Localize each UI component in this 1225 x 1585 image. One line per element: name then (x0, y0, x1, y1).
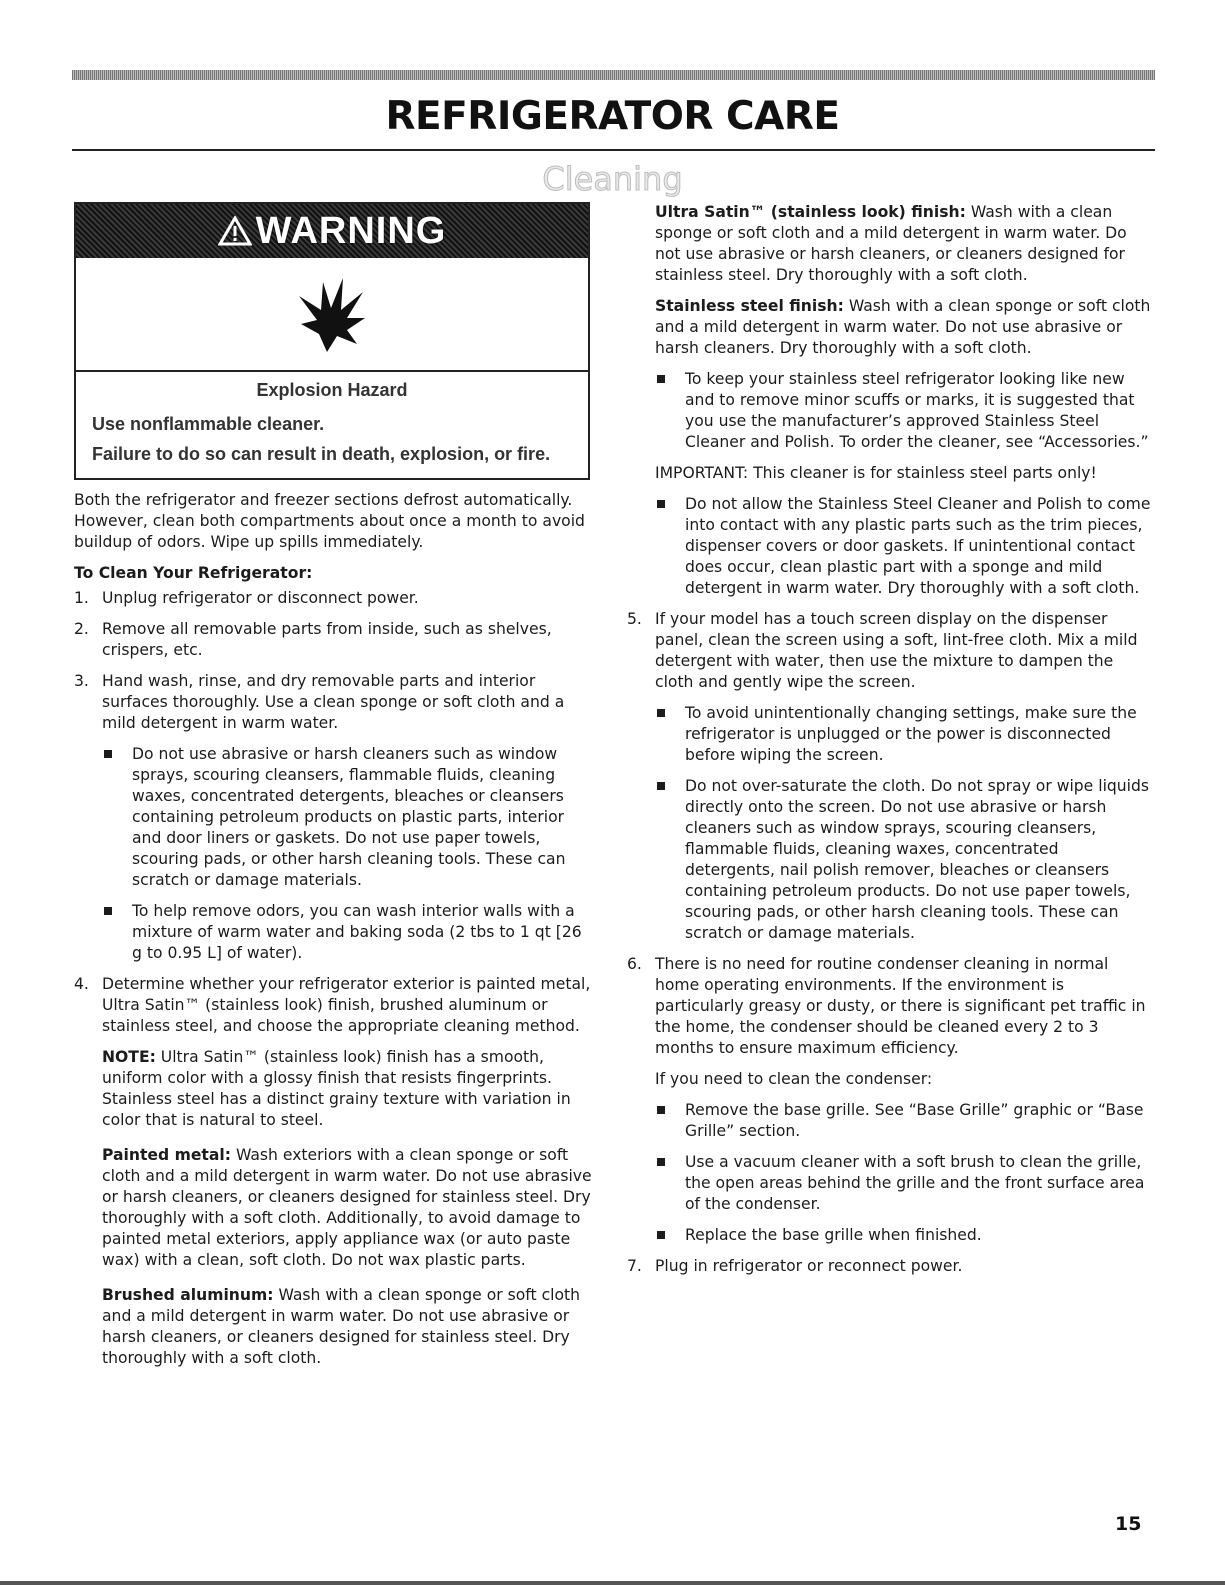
step-2: 2. Remove all removable parts from inside, such as shelves, crispers, etc. (74, 620, 552, 659)
bullet-icon (657, 709, 665, 717)
page-number: 15 (1115, 1513, 1142, 1535)
list-item: Do not use abrasive or harsh cleaners such as window sprays, scouring cleansers, flammable fluids, cleaning waxes, concentrated detergents, bleaches or cleansers containing petroleum products on plastic parts, interior and door liners or gaskets. Do not use paper towels, scouring pads, or other harsh cleaning tools. These can scratch or damage materials. (74, 744, 594, 891)
section-heading: Cleaning (542, 160, 683, 198)
ultra-satin-paragraph: Ultra Satin™ (stainless look) finish: Wash with a clean sponge or soft cloth and a mild detergent in warm water. Do not use abrasive or harsh cleaners, or cleaners designed for stainless steel. Dry thoroughly with a soft cloth. (655, 203, 1127, 284)
hazard-title: Explosion Hazard (256, 380, 408, 400)
note-paragraph: NOTE: Ultra Satin™ (stainless look) finish has a smooth, uniform color with a glossy finish that resists fingerprints. Stainless steel has a distinct grainy texture with variation in color that is natural to steel. (102, 1048, 571, 1129)
bottom-rule (0, 1581, 1225, 1585)
hazard-line-1: Use nonflammable cleaner. (92, 414, 325, 434)
list-item: To avoid unintentionally changing settings, make sure the refrigerator is unplugged or the power is disconnected before wiping the screen. (627, 703, 1152, 766)
page-title: REFRIGERATOR CARE (385, 94, 840, 139)
bullet-icon (657, 1231, 665, 1239)
important-paragraph: IMPORTANT: This cleaner is for stainless steel parts only! (655, 464, 1097, 482)
warning-header (76, 204, 588, 258)
clean-subheading: To Clean Your Refrigerator: (74, 564, 313, 582)
title-rule (72, 149, 1155, 151)
top-decorative-bar (72, 70, 1155, 80)
step-1: 1. Unplug refrigerator or disconnect power. (74, 589, 419, 607)
stainless-paragraph: Stainless steel finish: Wash with a clean sponge or soft cloth and a mild detergent in warm water. Do not use abrasive or harsh cleaners. Dry thoroughly with a soft cloth. (655, 297, 1151, 357)
brushed-aluminum-paragraph: Brushed aluminum: Wash with a clean sponge or soft cloth and a mild detergent in warm water. Do not use abrasive or harsh cleaners, or cleaners designed for stainless steel. Dry thoroughly with a soft cloth. (102, 1286, 581, 1367)
warning-box (74, 202, 590, 480)
list-item: To help remove odors, you can wash interior walls with a mixture of warm water and baking soda (2 tbs to 1 qt [26 g to 0.95 L] of water). (74, 901, 594, 964)
step-4: 4. Determine whether your refrigerator exterior is painted metal, Ultra Satin™ (stainless look) finish, brushed aluminum or stainless steel, and choose the appropriate cleaning method. (74, 975, 591, 1035)
hazard-line-2: Failure to do so can result in death, explosion, or fire. (92, 444, 551, 464)
condenser-subtext: If you need to clean the condenser: (655, 1070, 933, 1088)
bullet-icon (657, 375, 665, 383)
intro-paragraph: Both the refrigerator and freezer sections defrost automatically. However, clean both compartments about once a month to avoid buildup of odors. Wipe up spills immediately. (74, 491, 585, 551)
warning-triangle-icon (218, 216, 252, 246)
list-item: Do not allow the Stainless Steel Cleaner and Polish to come into contact with any plastic parts such as the trim pieces, dispenser covers or door gaskets. If unintentional contact does occur, clean plastic part with a sponge and mild detergent in warm water. Dry thoroughly with a soft cloth. (627, 494, 1152, 599)
painted-metal-paragraph: Painted metal: Wash exteriors with a clean sponge or soft cloth and a mild detergent in warm water. Do not use abrasive or harsh cleaners, or cleaners designed for stainless steel. Dry thoroughly with a soft cloth. Additionally, to avoid damage to painted metal exteriors, apply appliance wax (or auto paste wax) with a clean, soft cloth. Do not wax plastic parts. (102, 1146, 592, 1269)
left-column (74, 490, 594, 1379)
bullet-icon (657, 782, 665, 790)
step-7: 7. Plug in refrigerator or reconnect power. (627, 1257, 963, 1275)
warning-word: WARNING (255, 209, 447, 252)
list-item: To keep your stainless steel refrigerator looking like new and to remove minor scuffs or marks, it is suggested that you use the manufacturer’s approved Stainless Steel Cleaner and Polish. To order the cleaner, see “Accessories.” (627, 369, 1152, 453)
bullet-icon (104, 750, 112, 758)
step-6: 6. There is no need for routine condenser cleaning in normal home operating environments. If the environment is particularly greasy or dusty, or there is significant pet traffic in the home, the condenser should be cleaned every 2 to 3 months to ensure maximum efficiency. (627, 955, 1146, 1057)
list-item: Use a vacuum cleaner with a soft brush to clean the grille, the open areas behind the grille and the front surface area of the condenser. (627, 1152, 1152, 1215)
step-5: 5. If your model has a touch screen display on the dispenser panel, clean the screen using a soft, lint-free cloth. Mix a mild detergent with water, then use the mixture to dampen the cloth and gently wipe the screen. (627, 610, 1138, 691)
bullet-icon (657, 500, 665, 508)
list-item: Replace the base grille when finished. (627, 1225, 1152, 1246)
bullet-icon (657, 1106, 665, 1114)
list-item: Do not over-saturate the cloth. Do not spray or wipe liquids directly onto the screen. Do not use abrasive or harsh cleaners such as window sprays, scouring cleansers, flammable fluids, cleaning waxes, concentrated detergents, nail polish remover, bleaches or cleansers containing petroleum products. Do not use paper towels, scouring pads, or other harsh cleaning tools. These can scratch or damage materials. (627, 776, 1152, 944)
list-item: Remove the base grille. See “Base Grille” graphic or “Base Grille” section. (627, 1100, 1152, 1142)
bullet-icon (104, 907, 112, 915)
symbol-panel (76, 258, 588, 372)
explosion-icon (297, 274, 367, 354)
right-column (627, 202, 1152, 1287)
step-3: 3. Hand wash, rinse, and dry removable parts and interior surfaces thoroughly. Use a clean sponge or soft cloth and a mild detergent in warm water. (74, 672, 565, 732)
bullet-icon (657, 1158, 665, 1166)
